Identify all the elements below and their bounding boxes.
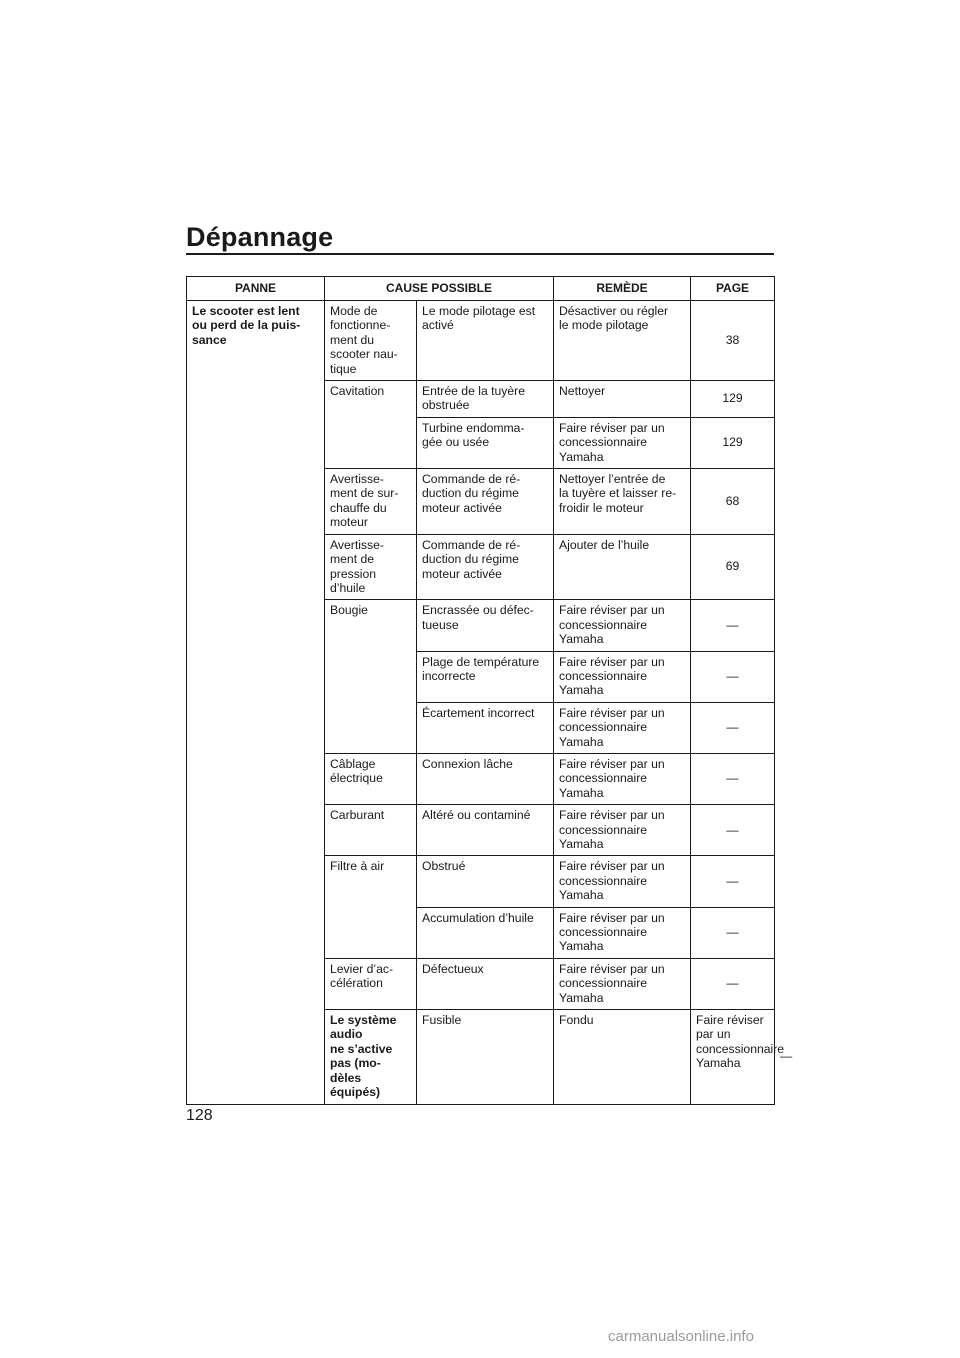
page-ref-cell: 129 (691, 417, 775, 468)
table-row (187, 301, 775, 381)
page-ref-cell: — (691, 702, 775, 753)
cause-cell: Filtre à air (325, 856, 417, 958)
column-header-panne: PANNE (187, 277, 325, 301)
page-ref-cell: 129 (691, 381, 775, 418)
detail-cell: Altéré ou contaminé (417, 805, 554, 856)
cause-cell: Câblage électrique (325, 753, 417, 804)
page-ref-cell: 38 (691, 301, 775, 381)
cause-cell: Avertisse- ment de sur- chauffe du moteur (325, 469, 417, 535)
cause-cell: Levier d’ac- célération (325, 958, 417, 1009)
problem-cell: Le scooter est lent ou perd de la puis- sance (187, 301, 325, 1105)
remedy-cell: Faire réviser par un concessionnaire Yamaha (554, 417, 691, 468)
troubleshooting-table (186, 276, 793, 1105)
detail-cell: Commande de ré- duction du régime moteur activée (417, 534, 554, 600)
remedy-cell: Faire réviser par un concessionnaire Yamaha (554, 907, 691, 958)
remedy-cell: Nettoyer l’entrée de la tuyère et laisser re- froidir le moteur (554, 469, 691, 535)
cause-cell: Carburant (325, 805, 417, 856)
page-ref-cell: 69 (691, 534, 775, 600)
table-row: Le système audio ne s’active pas (mo- dèles équipés) Fusible Fondu Faire réviser par un concessionnaire Yamaha — (187, 1010, 775, 1104)
remedy-cell: Faire réviser par un concessionnaire Yamaha (691, 1010, 775, 1104)
page-ref-cell: — (691, 600, 775, 651)
remedy-cell: Faire réviser par un concessionnaire Yamaha (554, 651, 691, 702)
cause-cell: Fusible (417, 1010, 554, 1104)
detail-cell: Connexion lâche (417, 753, 554, 804)
detail-cell: Encrassée ou défec- tueuse (417, 600, 554, 651)
column-header-cause: CAUSE POSSIBLE (325, 277, 554, 301)
watermark: carmanualsonline.info (608, 1328, 754, 1345)
remedy-cell: Faire réviser par un concessionnaire Yamaha (554, 600, 691, 651)
remedy-cell: Faire réviser par un concessionnaire Yamaha (554, 702, 691, 753)
cause-cell: Mode de fonctionne- ment du scooter nau- tique (325, 301, 417, 381)
detail-cell: Écartement incorrect (417, 702, 554, 753)
detail-cell: Entrée de la tuyère obstruée (417, 381, 554, 418)
detail-cell: Défectueux (417, 958, 554, 1009)
page-ref-cell: — (691, 753, 775, 804)
page-ref-cell: — (691, 856, 775, 907)
remedy-cell: Ajouter de l’huile (554, 534, 691, 600)
page-ref-cell: 68 (691, 469, 775, 535)
detail-cell: Le mode pilotage est activé (417, 301, 554, 381)
page-ref-cell: — (691, 651, 775, 702)
column-header-remede: REMÈDE (554, 277, 691, 301)
detail-cell: Plage de température incorrecte (417, 651, 554, 702)
remedy-cell: Désactiver ou régler le mode pilotage (554, 301, 691, 381)
detail-cell: Fondu (554, 1010, 691, 1104)
detail-cell: Obstrué (417, 856, 554, 907)
remedy-cell: Faire réviser par un concessionnaire Yamaha (554, 753, 691, 804)
cause-cell: Avertisse- ment de pression d’huile (325, 534, 417, 600)
cause-cell: Cavitation (325, 381, 417, 469)
detail-cell: Commande de ré- duction du régime moteur activée (417, 469, 554, 535)
page-ref-cell: — (691, 958, 775, 1009)
cause-cell: Bougie (325, 600, 417, 754)
table-header-row (187, 277, 775, 301)
page-number: 128 (186, 1107, 213, 1124)
problem-cell: Le système audio ne s’active pas (mo- dèles équipés) (325, 1010, 417, 1104)
remedy-cell: Faire réviser par un concessionnaire Yamaha (554, 805, 691, 856)
remedy-cell: Faire réviser par un concessionnaire Yamaha (554, 958, 691, 1009)
remedy-cell: Faire réviser par un concessionnaire Yamaha (554, 856, 691, 907)
detail-cell: Turbine endomma- gée ou usée (417, 417, 554, 468)
remedy-cell: Nettoyer (554, 381, 691, 418)
page-title: Dépannage (186, 222, 334, 252)
detail-cell: Accumulation d’huile (417, 907, 554, 958)
page-ref-cell: — (691, 805, 775, 856)
page-ref-cell: — (691, 907, 775, 958)
column-header-page: PAGE (691, 277, 775, 301)
title-rule (186, 253, 774, 255)
